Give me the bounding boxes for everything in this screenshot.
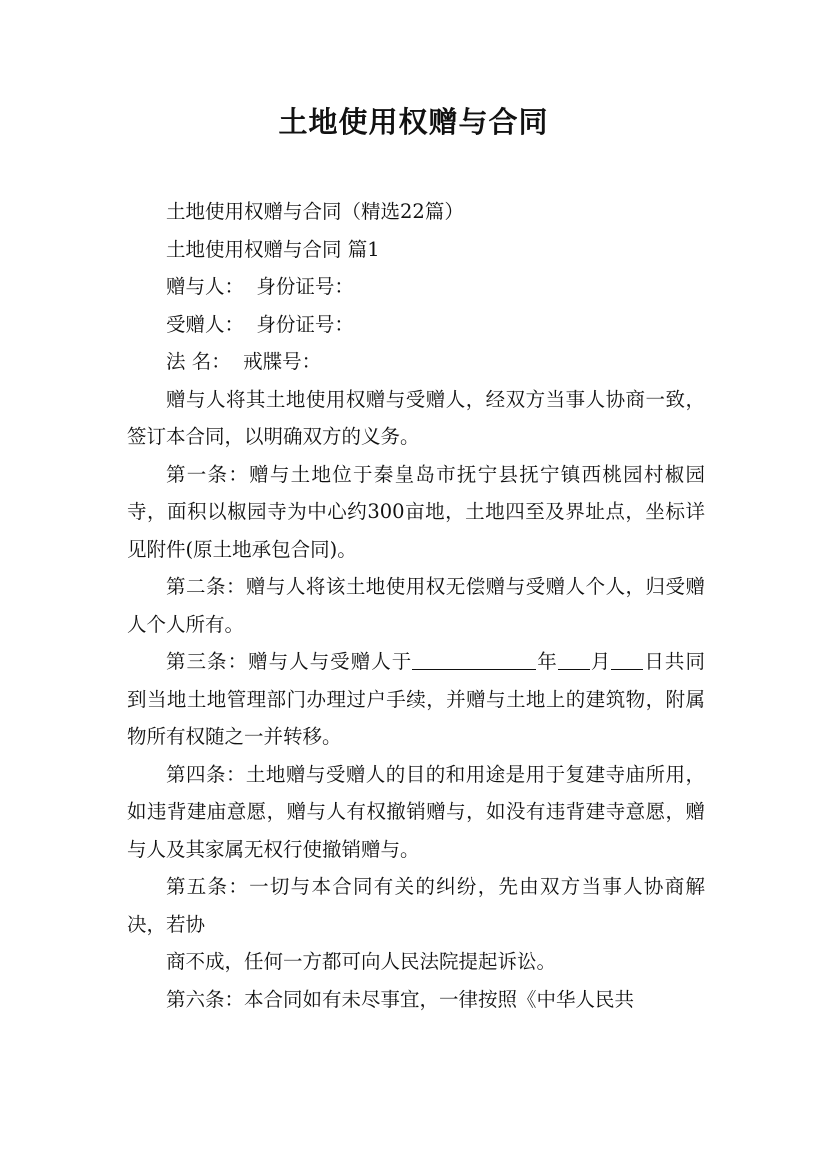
month-blank [558, 650, 590, 671]
intro-paragraph: 赠与人将其土地使用权赠与受赠人，经双方当事人协商一致，签订本合同，以明确双方的义务。 [127, 387, 705, 448]
month-label: 月 [589, 650, 612, 673]
year-label: 年 [536, 650, 558, 673]
article-3-lead: 第三条：赠与人与受赠人于 [166, 650, 413, 673]
article-5: 第五条：一切与本合同有关的纠纷，先由双方当事人协商解决，若协 [127, 875, 705, 936]
article-3 [127, 643, 705, 756]
document-body [127, 193, 705, 1018]
donor-line: 赠与人： 身份证号： [166, 275, 354, 298]
subtitle: 土地使用权赠与合同（精选22篇） [166, 200, 464, 223]
article-6: 第六条：本合同如有未尽事宜，一律按照《中华人民共 [166, 987, 635, 1011]
article-5-continued: 商不成，任何一方都可向人民法院提起诉讼。 [166, 950, 557, 973]
legal-name-line: 法 名： 戒牒号： [166, 350, 322, 373]
document-title: 土地使用权赠与合同 [278, 105, 549, 139]
donee-line: 受赠人： 身份证号： [166, 312, 354, 336]
article-3-rest: 日共同到当地土地管理部门办理过户手续，并赠与土地上的建筑物，附属物所有权随之一并转移。 [127, 650, 705, 748]
article-2: 第二条：赠与人将该土地使用权无偿赠与受赠人个人，归受赠人个人所有。 [127, 575, 705, 636]
article-4: 第四条：土地赠与受赠人的目的和用途是用于复建寺庙所用，如违背建庙意愿，赠与人有权撤销赠与，如没有违背建寺意愿，赠与人及其家属无权行使撤销赠与。 [127, 762, 705, 861]
chapter-heading: 土地使用权赠与合同 篇1 [166, 237, 380, 261]
article-1: 第一条：赠与土地位于秦皇岛市抚宁县抚宁镇西桃园村椒园寺，面积以椒园寺为中心约300亩地，土地四至及界址点，坐标详见附件(原土地承包合同)。 [127, 462, 705, 561]
day-blank [611, 650, 643, 671]
year-blank [412, 650, 536, 671]
